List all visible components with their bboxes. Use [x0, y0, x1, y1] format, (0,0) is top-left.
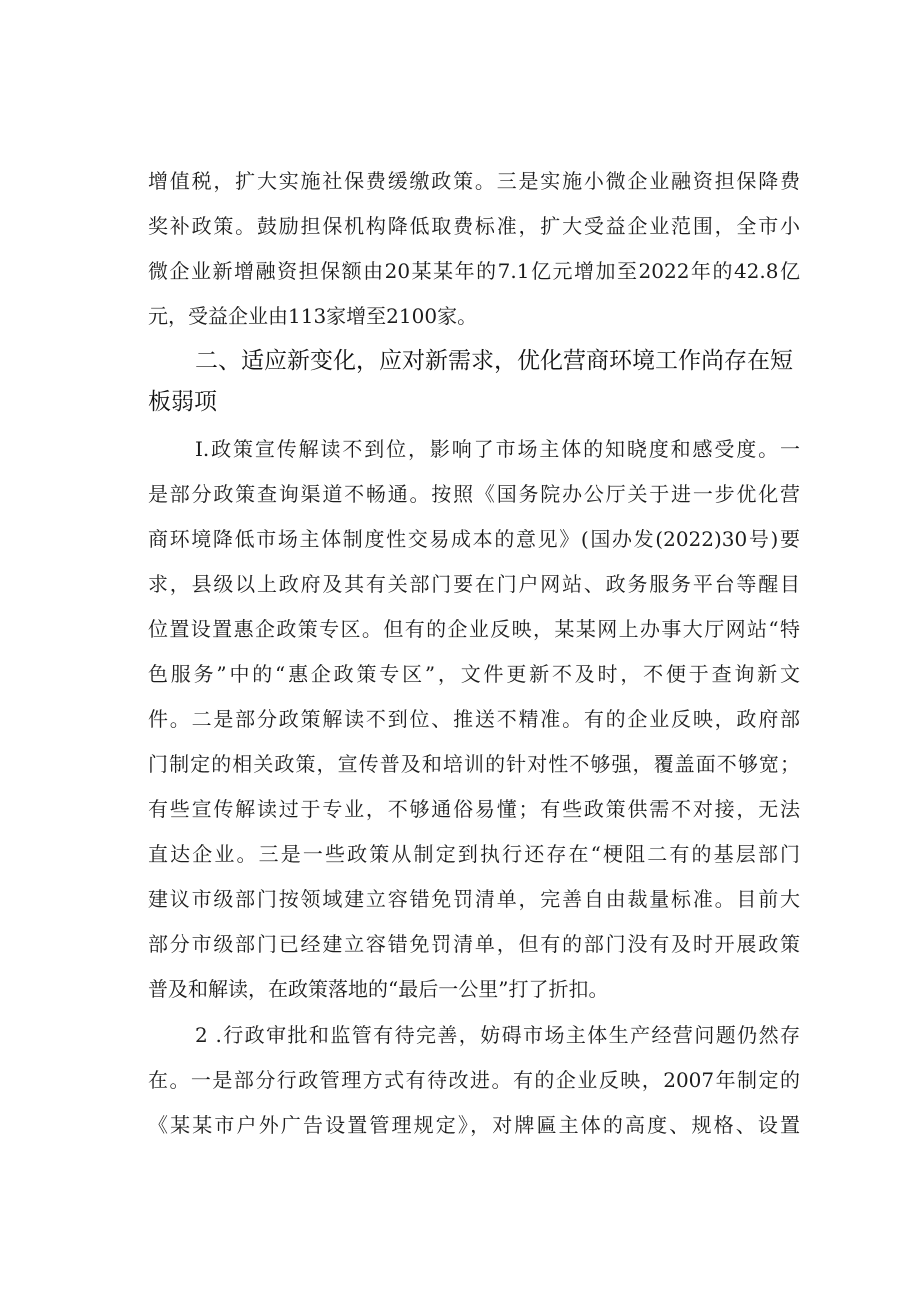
paragraph-line: 2 .行政审批和监管有待完善，妨碍市场主体生产经营问题仍然存 [195, 1023, 800, 1047]
paragraph-line: 奖补政策。鼓励担保机构降低取费标准，扩大受益企业范围，全市小 [148, 214, 800, 238]
paragraph-line: 件。二是部分政策解读不到位、推送不精准。有的企业反映，政府部 [148, 707, 800, 731]
paragraph-line: 门制定的相关政策，宣传普及和培训的针对性不够强，覆盖面不够宽； [148, 752, 800, 776]
paragraph-line: 商环境降低市场主体制度性交易成本的意见》(国办发(2022)30号)要 [148, 527, 800, 551]
paragraph-line: 元，受益企业由113家增至2100家。 [148, 304, 478, 328]
paragraph-line: I.政策宣传解读不到位，影响了市场主体的知晓度和感受度。一 [195, 437, 800, 461]
section-heading: 二、适应新变化，应对新需求，优化营商环境工作尚存在短 [195, 348, 793, 374]
paragraph-line: 在。一是部分行政管理方式有待改进。有的企业反映，2007年制定的 [148, 1068, 800, 1092]
paragraph-line: 是部分政策查询渠道不畅通。按照《国务院办公厅关于进一步优化营 [148, 482, 800, 506]
paragraph-line: 求，县级以上政府及其有关部门要在门户网站、政务服务平台等醒目 [148, 572, 800, 596]
paragraph-line: 微企业新增融资担保额由20某某年的7.1亿元增加至2022年的42.8亿 [148, 259, 800, 283]
paragraph-line: 部分市级部门已经建立容错免罚清单，但有的部门没有及时开展政策 [148, 932, 800, 956]
paragraph-line: 《某某市户外广告设置管理规定》，对牌匾主体的高度、规格、设置 [148, 1113, 800, 1137]
paragraph-line: 有些宣传解读过于专业，不够通俗易懂；有些政策供需不对接，无法 [148, 797, 800, 821]
paragraph-line: 位置设置惠企政策专区。但有的企业反映，某某网上办事大厅网站“特 [148, 617, 800, 641]
paragraph-line: 普及和解读，在政策落地的“最后一公里”打了折扣。 [148, 977, 609, 1001]
paragraph-line: 增值税，扩大实施社保费缓缴政策。三是实施小微企业融资担保降费 [148, 169, 800, 193]
paragraph-line: 色服务”中的“惠企政策专区”，文件更新不及时，不便于查询新文 [148, 662, 800, 686]
paragraph-line: 直达企业。三是一些政策从制定到执行还存在“梗阻二有的基层部门 [148, 842, 800, 866]
section-heading: 板弱项 [148, 389, 217, 415]
paragraph-line: 建议市级部门按领域建立容错免罚清单，完善自由裁量标准。目前大 [148, 887, 800, 911]
